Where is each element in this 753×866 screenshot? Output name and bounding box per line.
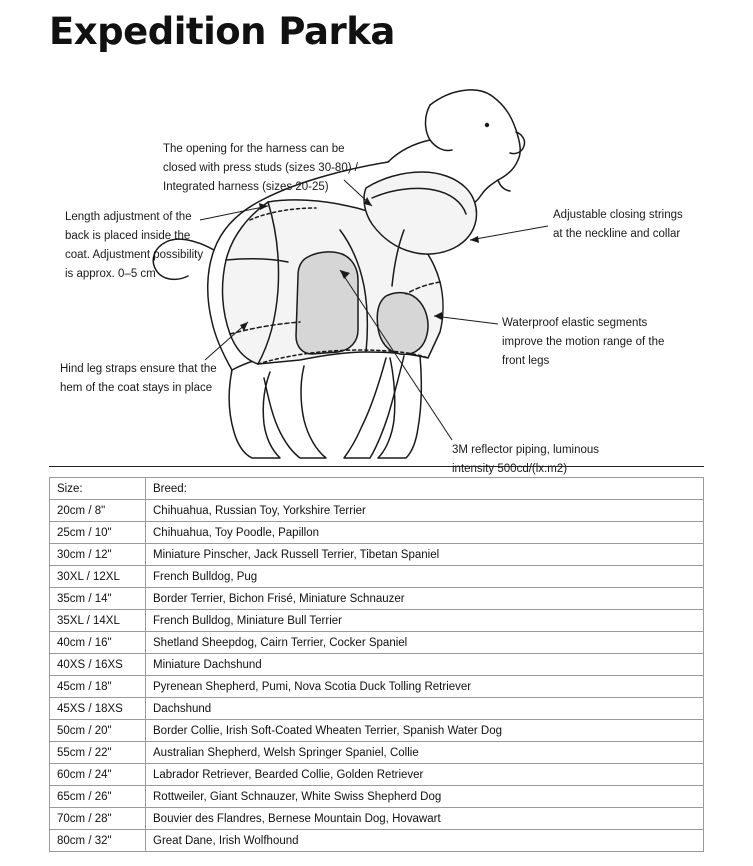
cell-size: 65cm / 26": [50, 786, 146, 808]
cell-breed: Chihuahua, Toy Poodle, Papillon: [146, 522, 704, 544]
cell-size: 30cm / 12": [50, 544, 146, 566]
cell-breed: French Bulldog, Pug: [146, 566, 704, 588]
cell-size: 45XS / 18XS: [50, 698, 146, 720]
cell-breed: Dachshund: [146, 698, 704, 720]
callout-closing-strings: Adjustable closing strings at the neckline and collar: [553, 209, 683, 240]
callout-length-adjustment: Length adjustment of the back is placed inside the coat. Adjustment possibility is approx. 0–5 cm: [65, 211, 204, 280]
size-table-section: [49, 466, 704, 852]
table-row: [50, 720, 704, 742]
table-row: [50, 632, 704, 654]
table-row: [50, 544, 704, 566]
cell-size: 50cm / 20": [50, 720, 146, 742]
callout-waterproof-segments: Waterproof elastic segments improve the motion range of the front legs: [502, 317, 665, 367]
cell-size: 35cm / 14": [50, 588, 146, 610]
cell-size: 55cm / 22": [50, 742, 146, 764]
table-row: [50, 654, 704, 676]
table-row: [50, 566, 704, 588]
cell-breed: Shetland Sheepdog, Cairn Terrier, Cocker Spaniel: [146, 632, 704, 654]
cell-breed: Great Dane, Irish Wolfhound: [146, 830, 704, 852]
table-row: [50, 698, 704, 720]
table-row: [50, 610, 704, 632]
table-row: [50, 764, 704, 786]
cell-breed: Pyrenean Shepherd, Pumi, Nova Scotia Duck Tolling Retriever: [146, 676, 704, 698]
cell-size: 45cm / 18": [50, 676, 146, 698]
table-row: [50, 808, 704, 830]
cell-breed: Australian Shepherd, Welsh Springer Spaniel, Collie: [146, 742, 704, 764]
callout-hind-leg-straps: Hind leg straps ensure that the hem of the coat stays in place: [60, 363, 217, 394]
cell-breed: Labrador Retriever, Bearded Collie, Golden Retriever: [146, 764, 704, 786]
cell-size: 25cm / 10": [50, 522, 146, 544]
cell-size: 40XS / 16XS: [50, 654, 146, 676]
cell-breed: Border Terrier, Bichon Frisé, Miniature Schnauzer: [146, 588, 704, 610]
size-breed-table: [49, 477, 704, 852]
section-divider: [49, 466, 704, 467]
cell-size: 60cm / 24": [50, 764, 146, 786]
cell-breed: Rottweiler, Giant Schnauzer, White Swiss Shepherd Dog: [146, 786, 704, 808]
cell-breed: Miniature Dachshund: [146, 654, 704, 676]
table-header-row: [50, 478, 704, 500]
table-row: [50, 522, 704, 544]
table-row: [50, 588, 704, 610]
cell-size: 30XL / 12XL: [50, 566, 146, 588]
cell-size: 70cm / 28": [50, 808, 146, 830]
table-row: [50, 500, 704, 522]
table-row: [50, 742, 704, 764]
cell-breed: Chihuahua, Russian Toy, Yorkshire Terrier: [146, 500, 704, 522]
cell-size: 40cm / 16": [50, 632, 146, 654]
cell-size: 80cm / 32": [50, 830, 146, 852]
header-size: Size:: [50, 478, 146, 500]
table-row: [50, 676, 704, 698]
callout-harness-opening: The opening for the harness can be closed with press studs (sizes 30-80) / Integrated harness (sizes 20-25): [163, 143, 358, 193]
cell-breed: Border Collie, Irish Soft-Coated Wheaten Terrier, Spanish Water Dog: [146, 720, 704, 742]
header-breed: Breed:: [146, 478, 704, 500]
cell-breed: Bouvier des Flandres, Bernese Mountain Dog, Hovawart: [146, 808, 704, 830]
callout-3m-reflector: 3M reflector piping, luminous intensity 500cd/(lx.m2): [452, 444, 600, 475]
cell-breed: Miniature Pinscher, Jack Russell Terrier, Tibetan Spaniel: [146, 544, 704, 566]
dog-coat-diagram: [0, 60, 753, 475]
page-title: Expedition Parka: [49, 10, 395, 53]
table-row: [50, 786, 704, 808]
table-row: [50, 830, 704, 852]
cell-breed: French Bulldog, Miniature Bull Terrier: [146, 610, 704, 632]
cell-size: 35XL / 14XL: [50, 610, 146, 632]
cell-size: 20cm / 8": [50, 500, 146, 522]
